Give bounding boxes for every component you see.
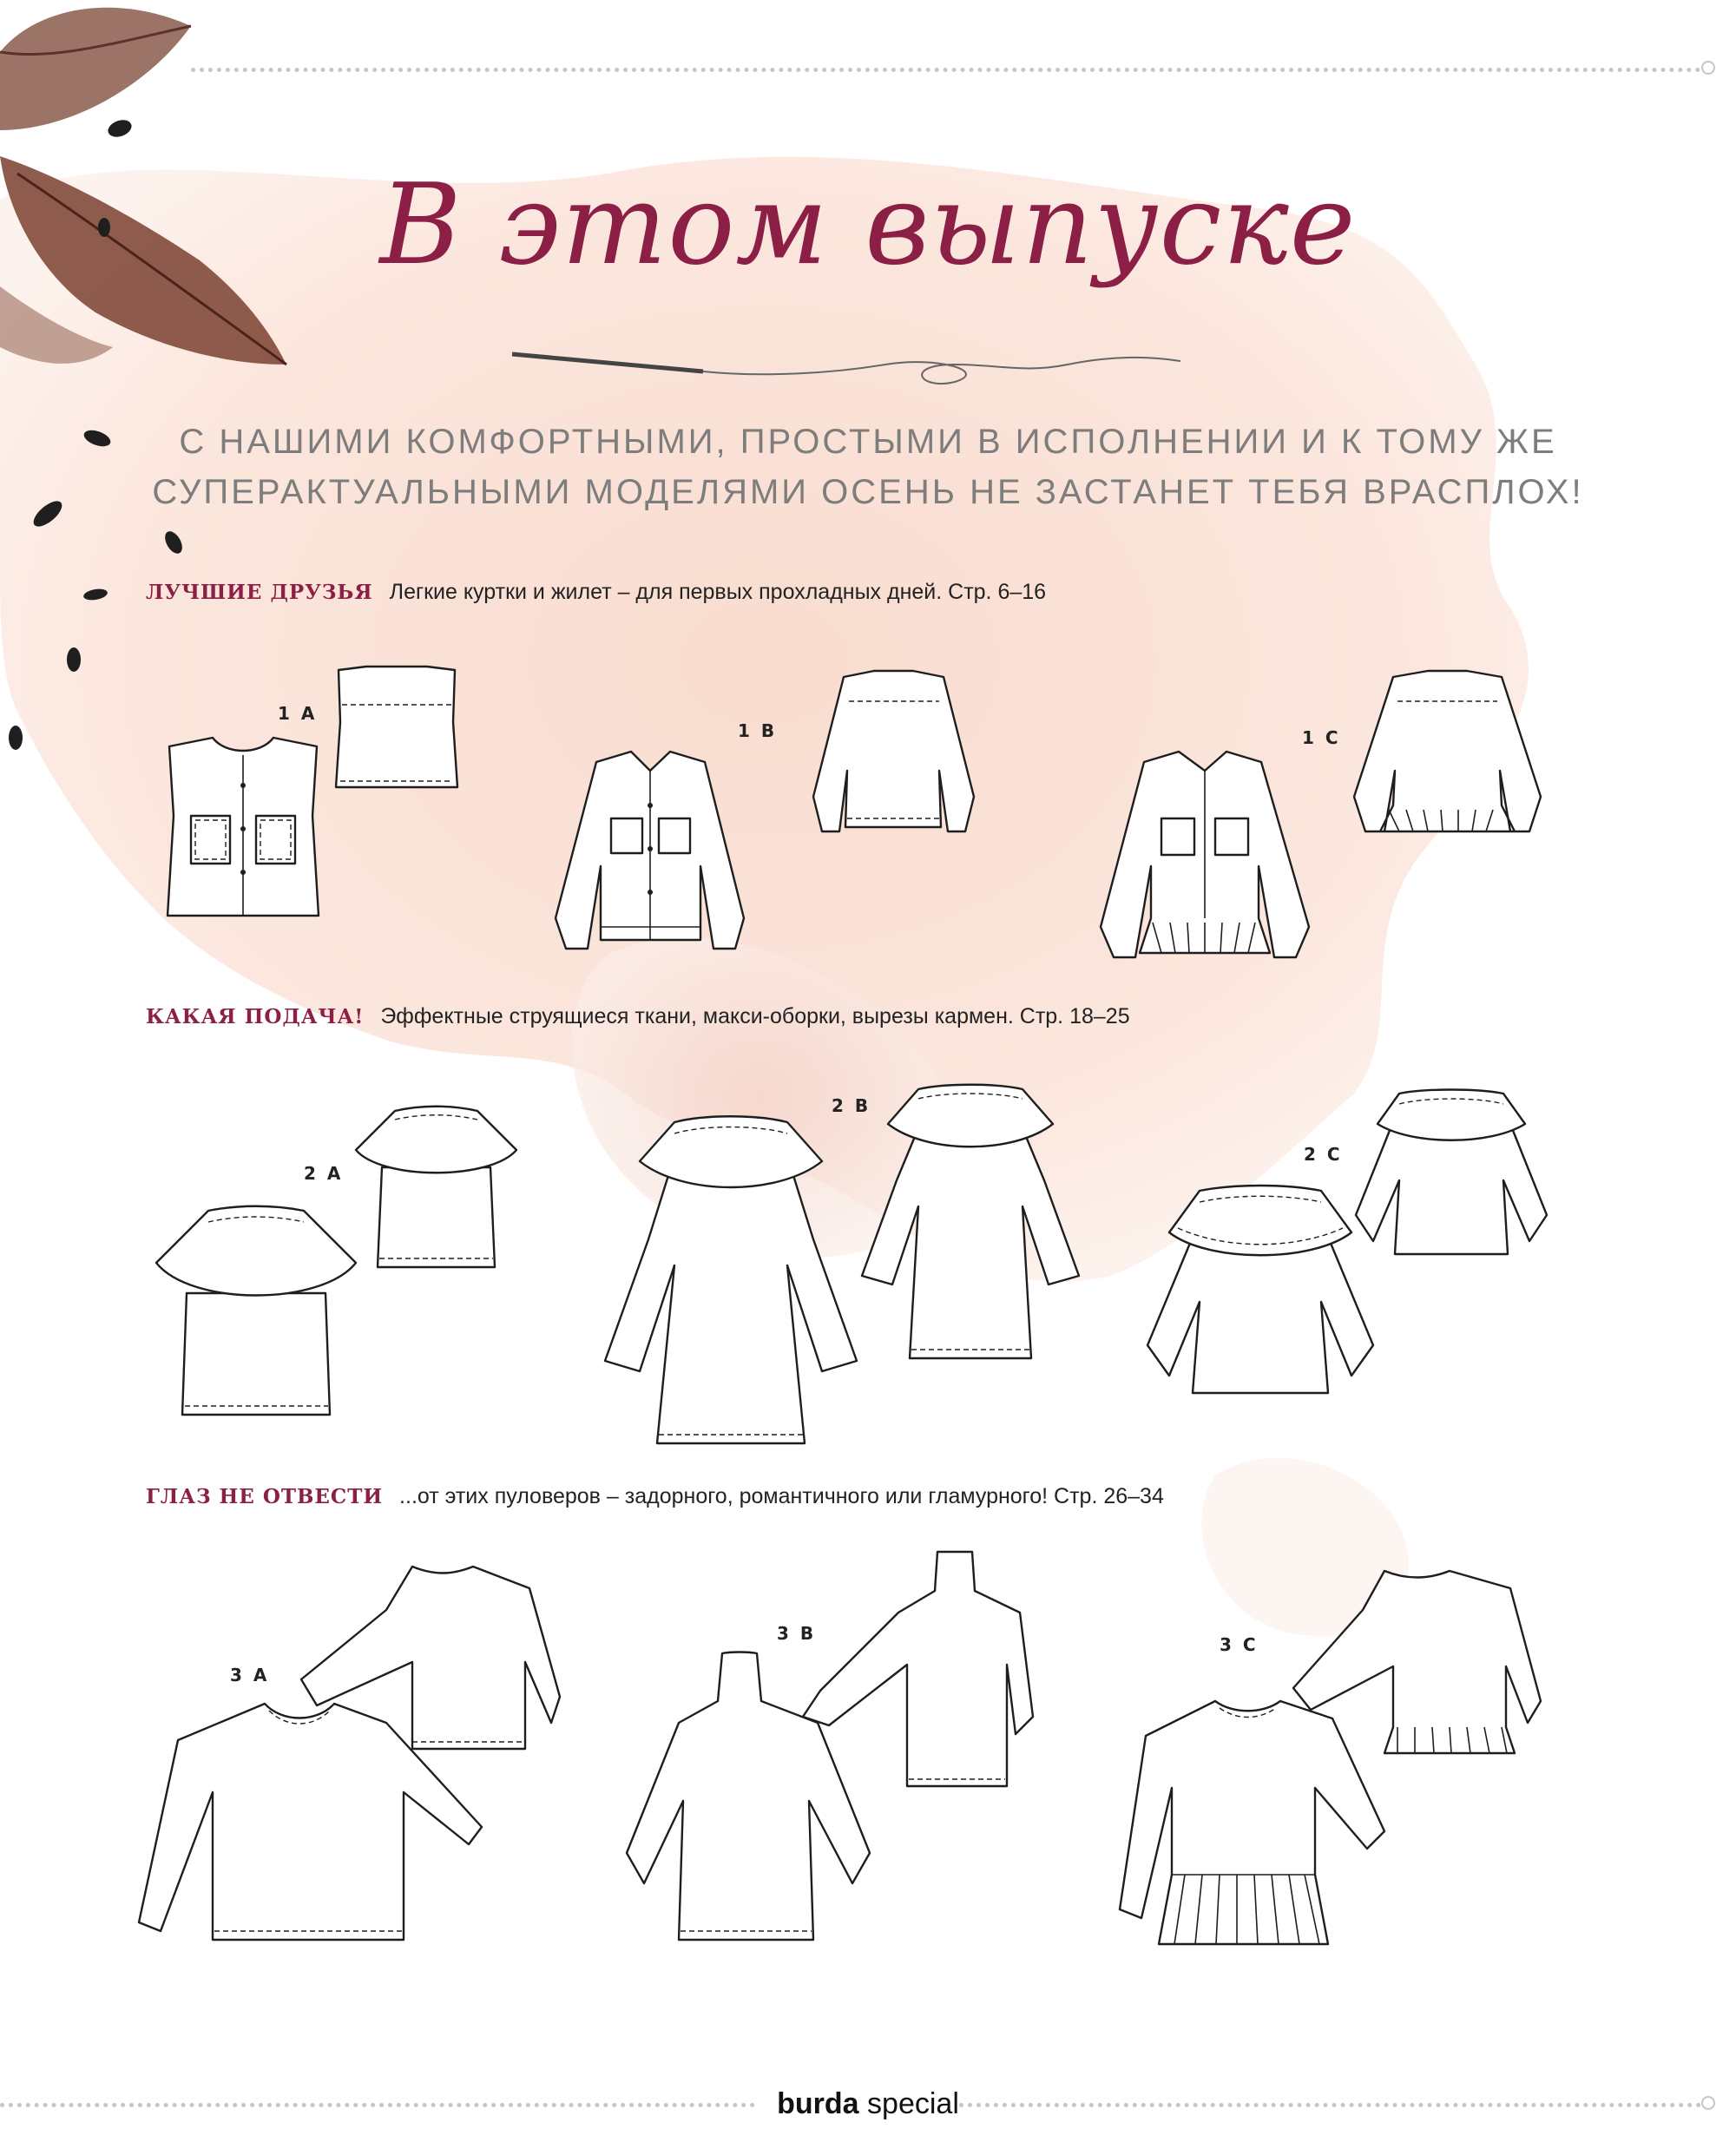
needle-thread-icon (503, 338, 1198, 408)
section-name: ГЛАЗ НЕ ОТВЕСТИ (146, 1485, 384, 1508)
model-label-2c: 2 C (1304, 1144, 1343, 1165)
section-name: ЛУЧШИЕ ДРУЗЬЯ (146, 581, 373, 604)
model-label-1a: 1 A (278, 703, 318, 724)
section-description[interactable]: Эффектные струящиеся ткани, макси-оборки, вырезы кармен. Стр. 18–25 (380, 1004, 1130, 1028)
model-label-1b: 1 B (738, 720, 778, 741)
model-label-2a: 2 A (304, 1163, 344, 1184)
section-heading (146, 1004, 1130, 1029)
model-label-1c: 1 C (1302, 727, 1341, 748)
section-description[interactable]: Легкие куртки и жилет – для первых прохладных дней. Стр. 6–16 (389, 580, 1047, 604)
section-name: КАКАЯ ПОДАЧА! (146, 1005, 365, 1028)
page-subtitle-line-1: С НАШИМИ КОМФОРТНЫМИ, ПРОСТЫМИ В ИСПОЛНЕНИИ И К ТОМУ ЖЕ (179, 423, 1557, 461)
model-2c-blouse-front-sketch[interactable] (1139, 1180, 1382, 1397)
model-label-2b: 2 B (832, 1095, 871, 1116)
model-2b-dress-back-sketch[interactable] (858, 1076, 1083, 1363)
model-3b-turtleneck-front-sketch[interactable] (618, 1653, 878, 1944)
model-label-3a: 3 A (230, 1665, 270, 1685)
model-2a-blouse-back-sketch[interactable] (352, 1098, 521, 1271)
footer-brand (0, 2087, 1736, 2121)
top-rule-end-icon (1701, 61, 1715, 75)
model-3a-sweater-front-sketch[interactable] (126, 1697, 490, 1944)
model-2a-blouse-front-sketch[interactable] (152, 1198, 360, 1419)
model-3c-sweater-front-sketch[interactable] (1107, 1692, 1393, 1948)
model-1c-jacket-front-sketch[interactable] (1092, 745, 1318, 962)
model-2b-dress-front-sketch[interactable] (601, 1109, 861, 1448)
section-heading (146, 1484, 1164, 1509)
top-dotted-rule (191, 68, 1701, 72)
model-label-3b: 3 B (777, 1623, 817, 1644)
footer-edition: special (867, 2087, 959, 2120)
model-1c-jacket-back-sketch[interactable] (1337, 667, 1554, 840)
footer-brand-name: burda (777, 2087, 859, 2120)
section-description[interactable]: ...от этих пуловеров – задорного, романтичного или гламурного! Стр. 26–34 (399, 1484, 1164, 1508)
model-1b-jacket-back-sketch[interactable] (792, 667, 991, 840)
model-label-3c: 3 C (1220, 1634, 1259, 1655)
page-subtitle-line-2: СУПЕРАКТУАЛЬНЫМИ МОДЕЛЯМИ ОСЕНЬ НЕ ЗАСТАНЕТ ТЕБЯ ВРАСПЛОХ! (152, 473, 1584, 511)
model-1a-vest-front-sketch[interactable] (161, 733, 326, 920)
section-heading (146, 580, 1046, 605)
model-1b-jacket-front-sketch[interactable] (549, 745, 750, 953)
page-title: В этом выпуске (379, 161, 1357, 290)
model-1a-vest-back-sketch[interactable] (332, 661, 462, 792)
